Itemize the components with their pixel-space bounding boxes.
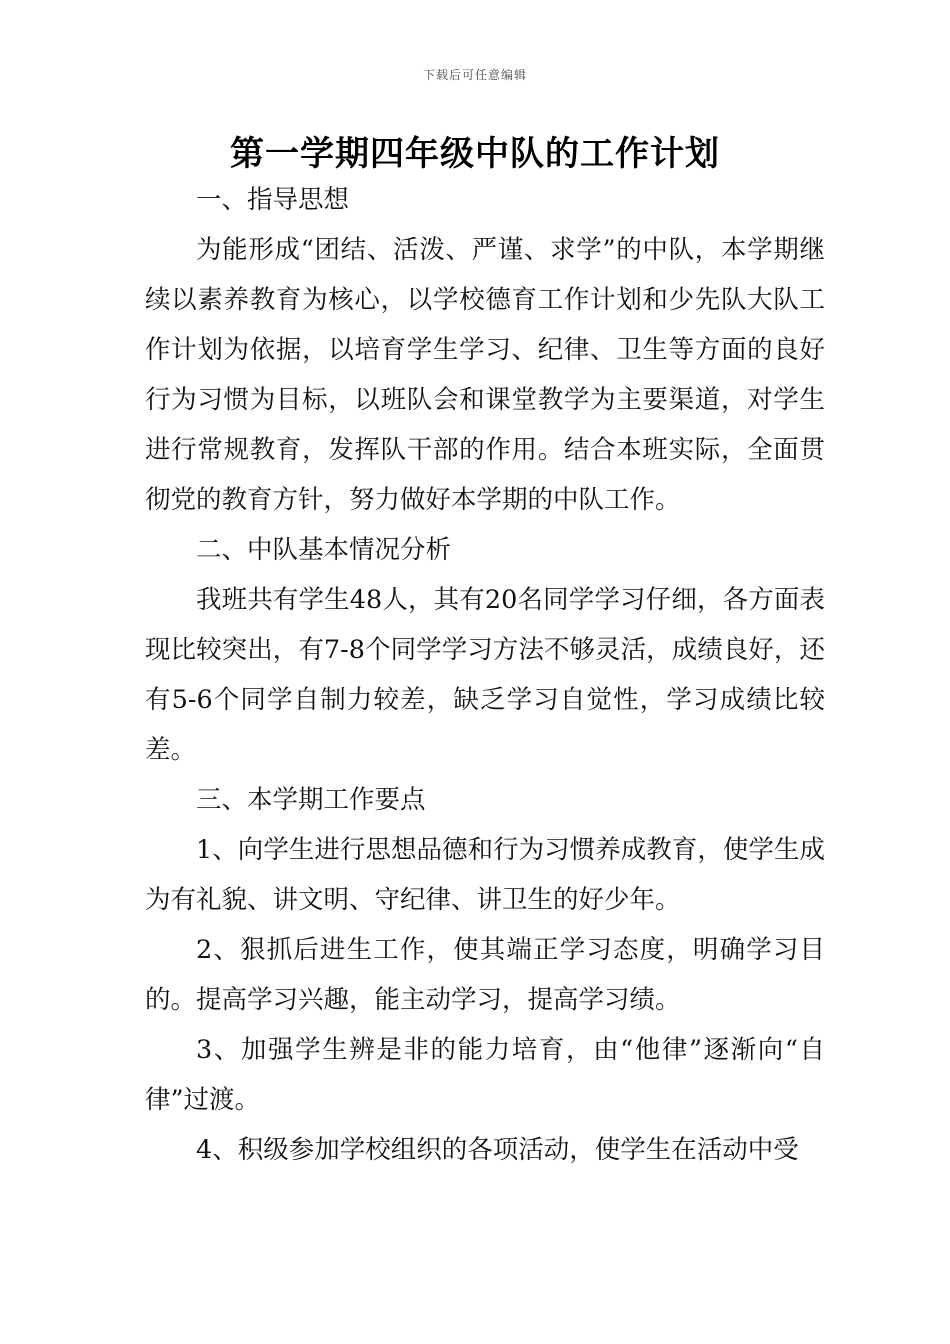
paragraph-work-point-4: 4、积级参加学校组织的各项活动，使学生在活动中受 [196,1135,799,1165]
paragraph-work-point-2: 2、狠抓后进生工作，使其端正学习态度，明确学习目的。提高学习兴趣，能主动学习，提高学习绩。 [145,935,825,1015]
section-heading-work-points: 三、本学期工作要点 [196,785,426,815]
header-note: 下载后可任意编辑 [422,68,527,82]
section-heading-guiding-ideology: 一、指导思想 [196,185,350,215]
paragraph-guiding-ideology: 为能形成“团结、活泼、严谨、求学”的中队，本学期继续以素养教育为核心，以学校德育工作计划和少先队大队工作计划为依据，以培育学生学习、纪律、卫生等方面的良好行为习惯为目标，以班队会和课堂教学为主要渠道，对学生进行常规教育，发挥队干部的作用。结合本班实际，全面贯彻党的教育方针，努力做好本学期的中队工作。 [145,235,825,515]
section-heading-class-analysis: 二、中队基本情况分析 [196,535,452,565]
paragraph-work-point-1: 1、向学生进行思想品德和行为习惯养成教育，使学生成为有礼貌、讲文明、守纪律、讲卫生的好少年。 [145,835,825,915]
document-title: 第一学期四年级中队的工作计划 [230,134,720,174]
paragraph-class-analysis: 我班共有学生48人，其有20名同学学习仔细，各方面表现比较突出，有7-8个同学学习方法不够灵活，成绩良好，还有5-6个同学自制力较差，缺乏学习自觉性，学习成绩比较差。 [145,585,825,765]
paragraph-work-point-3: 3、加强学生辨是非的能力培育，由“他律”逐渐向“自律”过渡。 [145,1035,825,1115]
document-body [145,175,825,1175]
